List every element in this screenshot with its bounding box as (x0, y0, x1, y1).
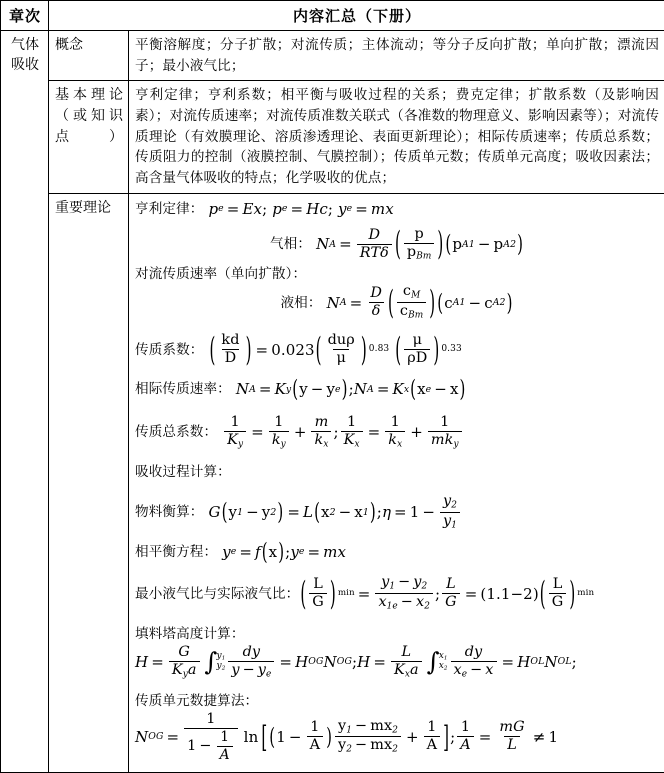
interphase-equation: N A = K y ( y − y e ) ; N A = K x ( x e − x ) (236, 378, 467, 401)
material-balance-equation: G ( y 1 − y 2 ) = L ( x 2 − x 1 ) ; η = 1 − $\frac{y_2}{y_1}$ (208, 494, 462, 531)
table-header-row (1, 1, 664, 31)
coefficient-exponent-2: 0.33 (441, 343, 461, 357)
formula-henry-law (135, 198, 659, 221)
interphase-label: 相际传质速率： (135, 379, 231, 399)
header-chapter-cell: 章次 (1, 1, 49, 31)
ntu-equation: N OG = 1 1 − $\frac{1}{A}$ ln [ ( 1 − $\frac{1}{A}$ ) $\frac{y_1 - mx_2}{y_2 - mx_2}$ + $\frac{1}{A}$ ] ; $\frac{1}{A}$ = $\frac{mG}{L}$ ≠ 1 (135, 712, 558, 762)
gas-phase-equation: N A = $\frac{D}{\text{RTδ}}$ ( $\frac{p}{p_{Bm}}$ ) ( p A1 − p A2 ) (316, 227, 524, 262)
liquid-phase-label: 液相： (280, 293, 321, 313)
formula-liquid-phase (135, 284, 659, 321)
formula-tower-height (135, 624, 659, 679)
gas-phase-label: 气相： (270, 234, 311, 254)
chapter-name-cell: 气体吸收 (1, 31, 49, 773)
header-content-cell: 内容汇总（下册） (49, 1, 664, 31)
min-ratio-factor: (1.1−2) (480, 583, 538, 606)
phase-equilibrium-label: 相平衡方程： (135, 542, 217, 562)
henry-label: 亨利定律： (135, 199, 203, 219)
concept-content: 平衡溶解度；分子扩散；对流传质；主体流动；等分子反向扩散；单向扩散；漂流因子；最小液气比； (129, 31, 664, 81)
ntu-label: 传质单元数捷算法： (135, 691, 258, 711)
coefficient-exponent-1: 0.83 (369, 343, 389, 357)
tower-height-equation: H = $\frac{G}{K_ya}$ ∫ $y_1$ $y_2$ $\frac{dy}{y - y_e}$ = H OG N OG ; H = $\frac{L}{K_xa}$ ∫ $x_1$ $x_2$ $\frac{dy}{x_e - x}$ = H OL N OL ; (135, 645, 577, 680)
coefficient-constant: 0.023 (271, 339, 314, 362)
category-concept: 概念 (49, 31, 129, 81)
overall-label: 传质总系数： (135, 422, 217, 442)
liquid-phase-equation: N A = $\frac{D}{\delta}$ ( $\frac{c_M}{c_{Bm}}$ ) ( c A1 − c A2 ) (327, 284, 514, 321)
min-subscript-2: min (577, 587, 594, 600)
formula-gas-phase (135, 227, 659, 262)
table-row-basic-theory (1, 81, 664, 193)
formula-material-balance (135, 494, 659, 531)
henry-equation: p e = Ex ; p e = Hc ; y e = mx (208, 198, 393, 221)
category-important-theory: 重要理论 (49, 193, 129, 772)
coefficient-label: 传质系数： (135, 340, 203, 360)
process-label: 吸收过程计算： (135, 462, 231, 482)
formula-phase-equilibrium (135, 541, 659, 564)
formula-interphase-rate (135, 378, 659, 401)
min-ratio-equation: ( $\frac{L}{G}$ ) min = $\frac{y_1 - y_2}{x_{1e} - x_2}$ ; $\frac{L}{G}$ = (1.1−2) ( $\frac{L}{G}$ ) min (299, 575, 594, 612)
table-row-important-theory (1, 193, 664, 772)
table-row-concept (1, 31, 664, 81)
min-ratio-label: 最小液气比与实际液气比： (135, 584, 299, 604)
category-basic-theory: 基本理论（或知识点） (49, 81, 129, 193)
formula-content (129, 193, 664, 772)
phase-equilibrium-equation: y e = f ( x ) ; y e = mx (222, 541, 346, 564)
material-balance-label: 物料衡算： (135, 502, 203, 522)
formula-ntu-shortcut (135, 691, 659, 762)
formula-min-liquid-gas-ratio (135, 575, 659, 612)
coefficient-equation: ( $\frac{kd}{D}$ ) = 0.023 ( $\frac{\text{duρ}}{\mu}$ ) 0.83 ( $\frac{\mu}{\rho D}$ ) 0.33 (208, 333, 461, 366)
formula-process-label-row (135, 462, 659, 482)
min-subscript-1: min (338, 587, 355, 600)
overall-equation: $\frac{1}{K_y}$ = $\frac{1}{k_y}$ + $\frac{m}{k_x}$ ; $\frac{1}{K_x}$ = $\frac{1}{k_x}$ + $\frac{1}{mk_y}$ (222, 415, 463, 450)
convective-label: 对流传质速率（单向扩散）： (135, 264, 306, 284)
tower-height-label: 填料塔高度计算： (135, 624, 245, 644)
basic-theory-content: 亨利定律；亨利系数；相平衡与吸收过程的关系；费克定律；扩散系数（及影响因素）；对流传质速率；对流传质准数关联式（各准数的物理意义、影响因素等）；对流传质理论（有效膜理论、溶质渗透理论、表面更新理论）；相际传质速率；传质总系数；传质阻力的控制（液膜控制、气膜控制）；传质单元数；传质单元高度；吸收因素法；高含量气体吸收的特点；化学吸收的优点； (129, 81, 664, 193)
formula-overall-coefficient (135, 415, 659, 450)
formula-mass-transfer-coefficient (135, 333, 659, 366)
